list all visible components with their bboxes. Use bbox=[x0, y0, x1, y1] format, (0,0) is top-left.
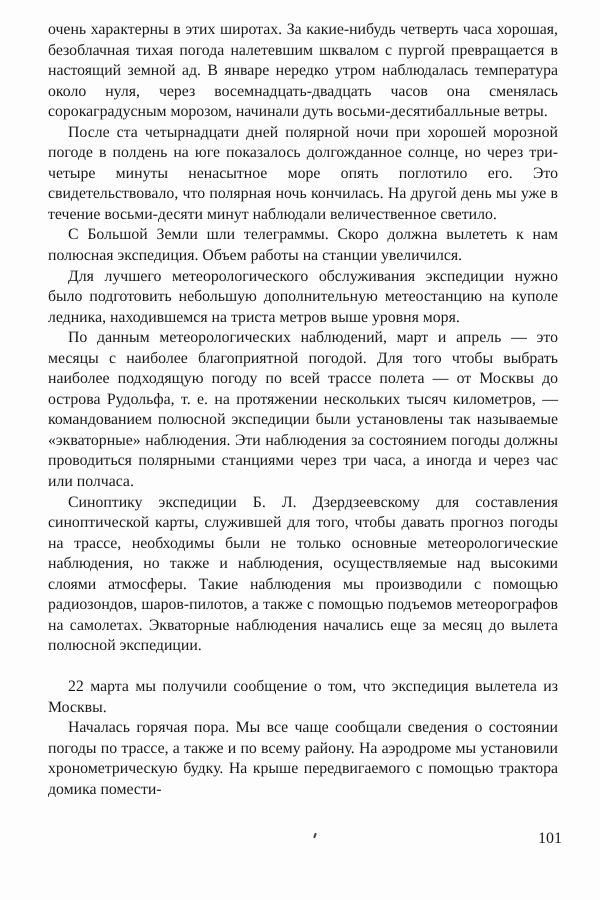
body-text bbox=[48, 20, 558, 800]
paragraph-busy-time: Началась горячая пора. Мы все чаще сообщали сведения о состоянии погоды по трассе, а также и по всему району. На аэродроме мы установили хронометрическую будку. На крыше передвигаемого с помощью трактора домика помести- bbox=[48, 719, 558, 798]
page-number: 101 bbox=[538, 830, 562, 847]
print-speck bbox=[313, 833, 317, 838]
paragraph-polar-night-end: После ста четырнадцати дней полярной ночи при хорошей морозной погоде в полдень на юге показалось долгожданное солнце, но через три-четыре минуты ненасытное море опять поглотило его. Это свидетельствовало, что полярная ночь кончилась. На другой день мы уже в течение восьми-десяти минут наблюдали величественное светило. bbox=[48, 123, 558, 223]
paragraph-observations: По данным метеорологических наблюдений, март и апрель — это месяцы с наиболее благоприятной погодой. Для того чтобы выбрать наиболее подходящую погоду по всей трассе полета — от Москвы до острова Рудольфа, т. е. на протяжении нескольких тысяч километров, — командованием полюсной экспедиции были установлены так называемые «экваторные» наблюдения. Эти наблюдения за состоянием погоды должны проводиться полярными станциями через три часа, а иногда и через час или полчаса. bbox=[48, 329, 558, 491]
paragraph-continued-winds: очень характерны в этих широтах. За какие-нибудь четверть часа хорошая, безоблачная тихая погода налетевшим шквалом с пургой превращается в настоящий земной ад. В январе нередко утром наблюдалась температура около нуля, через восемнадцать-двадцать часов она сменялась сорокаградусным морозом, начинали дуть восьми-десятибалльные ветры. bbox=[48, 21, 558, 121]
paragraph-march-22: 22 марта мы получили сообщение о том, что экспедиция вылетела из Москвы. bbox=[48, 677, 558, 716]
paragraph-synoptic: Синоптику экспедиции Б. Л. Дзердзеевскому для составления синоптической карты, служившей для того, чтобы давать прогноз погоды на трассе, необходимы были не только основные метеорологические наблюдения, но также и наблюдения, осуществляемые над высокими слоями атмосферы. Такие наблюдения мы производили с помощью радиозондов, шаров-пилотов, а также с помощью подъемов метеорографов на самолетах. Экваторные наблюдения начались еще за месяц до вылета полюсной экспедиции. bbox=[48, 493, 558, 655]
paragraph-telegrams: С Большой Земли шли телеграммы. Скоро должна вылететь к нам полюсная экспедиция. Объем работы на станции увеличился. bbox=[48, 226, 558, 265]
paragraph-extra-station: Для лучшего метеорологического обслуживания экспедиции нужно было подготовить небольшую дополнительную метеостанцию на куполе ледника, находившемся на триста метров выше уровня моря. bbox=[48, 267, 558, 326]
